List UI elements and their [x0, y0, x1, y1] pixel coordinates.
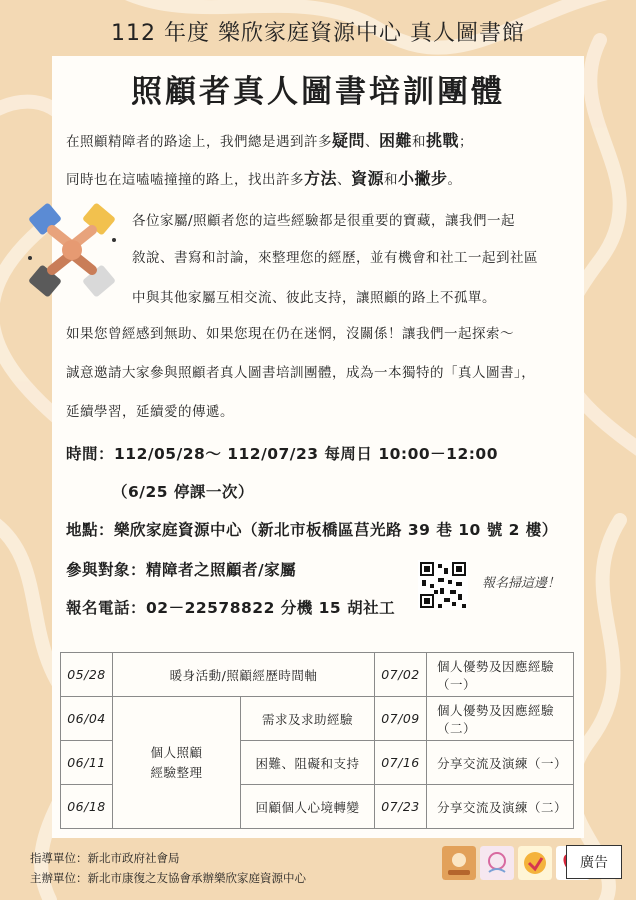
schedule-activity: 分享交流及演練（二） — [427, 785, 574, 829]
schedule-date: 07/02 — [375, 653, 427, 697]
event-time: 時間：112/05/28～ 112/07/23 每周日 10:00－12:00 — [66, 445, 498, 463]
body-line-6: 延續學習，延續愛的傳遞。 — [66, 404, 234, 420]
schedule-sub-activity: 困難、阻礙和支持 — [241, 741, 375, 785]
event-header: 112 年度 樂欣家庭資源中心 真人圖書館 — [111, 21, 525, 46]
registration-qr-code[interactable] — [418, 560, 468, 610]
event-time-note: （6/25 停課一次） — [112, 483, 254, 501]
event-phone: 報名電話：02－22578822 分機 15 胡社工 — [66, 599, 396, 617]
schedule-activity: 個人優勢及因應經驗（一） — [427, 653, 574, 697]
hands-together-icon — [22, 200, 122, 300]
intro-line-1: 在照顧精障者的路途上，我們總是遇到許多疑問、困難和挑戰； — [66, 131, 474, 150]
body-line-2: 敘說、書寫和討論，來整理您的經歷，並有機會和社工一起到社區 — [132, 250, 538, 266]
schedule-date: 05/28 — [61, 653, 113, 697]
partner-logo-2 — [480, 846, 514, 880]
schedule-date: 06/11 — [61, 741, 113, 785]
schedule-sub-activity: 回顧個人心境轉變 — [241, 785, 375, 829]
schedule-group-label: 個人照顧經驗整理 — [113, 697, 241, 829]
qr-instruction: 報名掃這邊！ — [482, 576, 561, 591]
schedule-table — [60, 652, 574, 829]
poster-title: 照顧者真人圖書培訓團體 — [131, 74, 505, 110]
advertisement-label: 廣告 — [566, 845, 622, 879]
body-line-3: 中與其他家屬互相交流、彼此支持，讓照顧的路上不孤單。 — [132, 290, 496, 306]
table-row — [61, 697, 574, 741]
event-place: 地點：樂欣家庭資源中心（新北市板橋區莒光路 39 巷 10 號 2 樓） — [66, 521, 558, 539]
schedule-date: 06/18 — [61, 785, 113, 829]
schedule-activity: 暖身活動/照顧經歷時間軸 — [113, 653, 375, 697]
supervisor-unit: 指導單位：新北市政府社會局 — [30, 851, 180, 865]
schedule-date: 07/23 — [375, 785, 427, 829]
partner-logo-1 — [442, 846, 476, 880]
partner-logo-3 — [518, 846, 552, 880]
schedule-date: 06/04 — [61, 697, 113, 741]
event-target: 參與對象：精障者之照顧者/家屬 — [66, 561, 297, 579]
schedule-date: 07/16 — [375, 741, 427, 785]
schedule-sub-activity: 需求及求助經驗 — [241, 697, 375, 741]
body-line-4: 如果您曾經感到無助、如果您現在仍在迷惘，沒關係！讓我們一起探索～ — [66, 326, 514, 342]
table-row — [61, 653, 574, 697]
organizer-unit: 主辦單位：新北市康復之友協會承辦樂欣家庭資源中心 — [30, 871, 306, 885]
body-line-5: 誠意邀請大家參與照顧者真人圖書培訓團體，成為一本獨特的「真人圖書」， — [66, 365, 536, 381]
body-line-1: 各位家屬/照顧者您的這些經驗都是很重要的寶藏，讓我們一起 — [132, 213, 516, 229]
schedule-date: 07/09 — [375, 697, 427, 741]
schedule-activity: 分享交流及演練（一） — [427, 741, 574, 785]
intro-line-2: 同時也在這嗑嗑撞撞的路上，找出許多方法、資源和小撇步。 — [66, 169, 462, 188]
schedule-activity: 個人優勢及因應經驗（二） — [427, 697, 574, 741]
